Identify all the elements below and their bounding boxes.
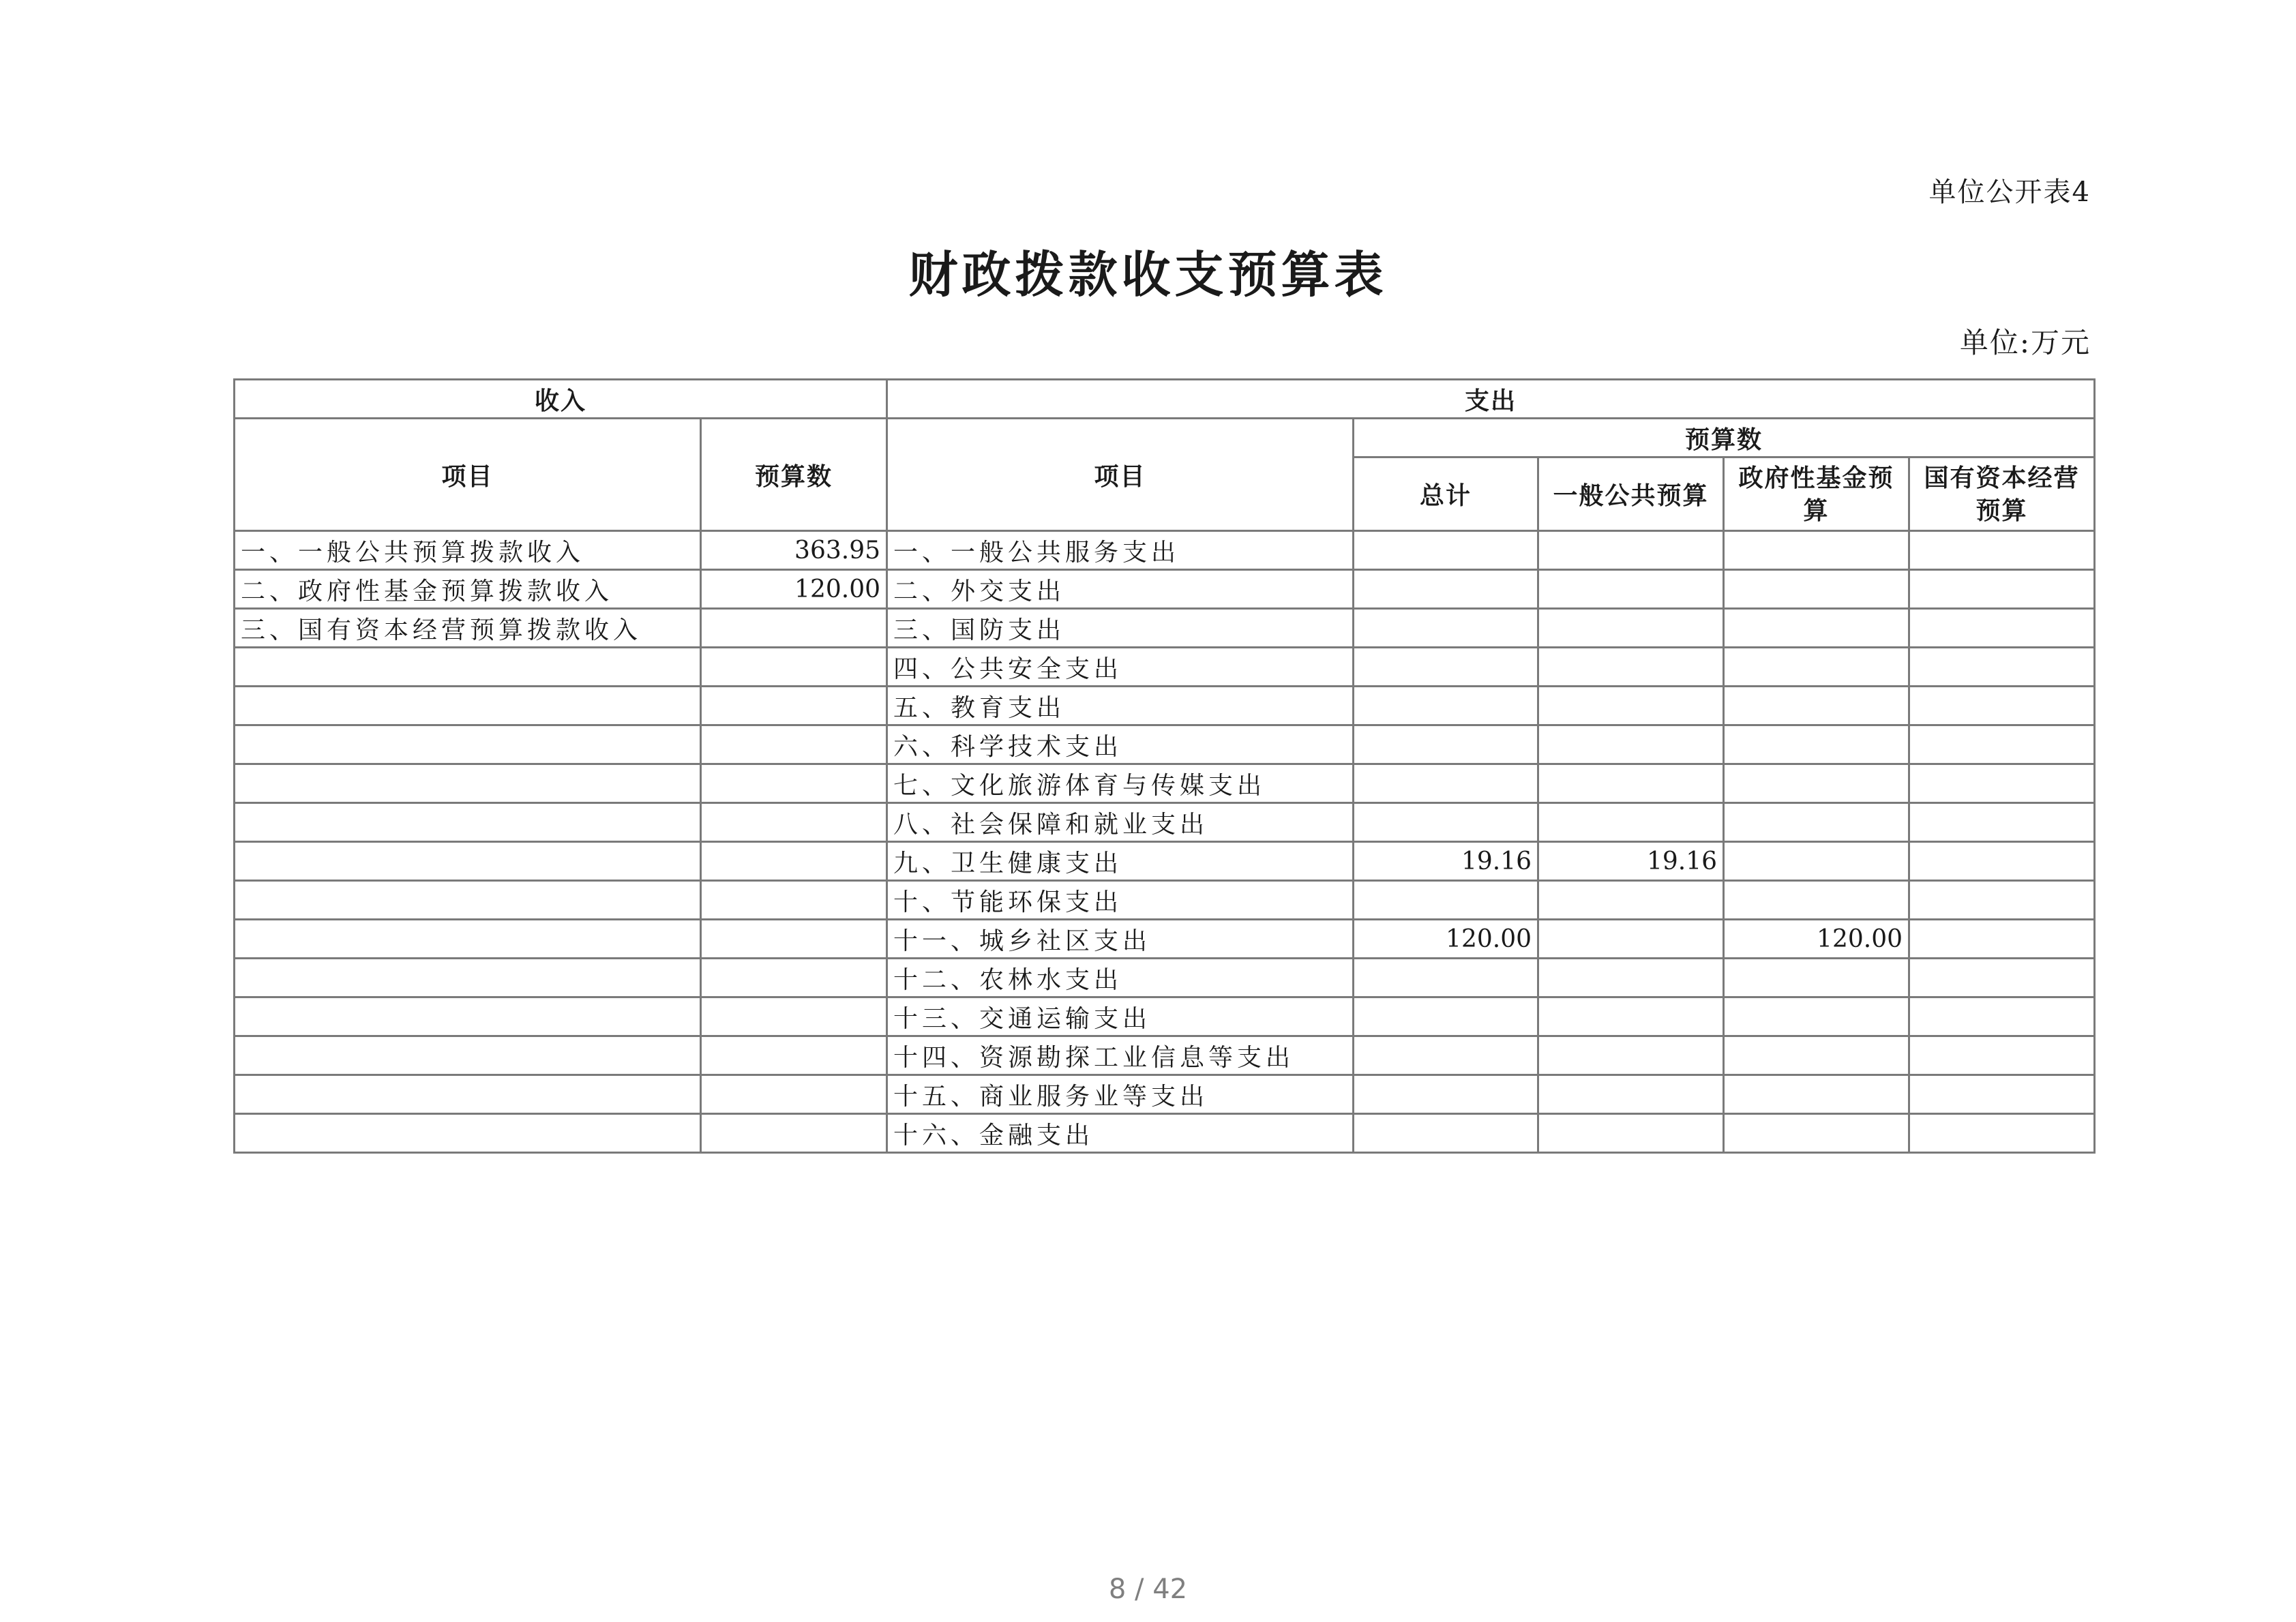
income-item-header: 项目 — [235, 419, 701, 531]
total-cell — [1354, 803, 1538, 842]
state-capital-cell — [1909, 920, 2095, 959]
gov-fund-cell — [1724, 842, 1909, 881]
state-capital-cell — [1909, 764, 2095, 803]
income-item-cell: 一、一般公共预算拨款收入 — [235, 531, 701, 570]
table-row — [235, 687, 2095, 725]
expense-item-cell: 十二、农林水支出 — [887, 959, 1354, 997]
expense-item-cell: 三、国防支出 — [887, 609, 1354, 648]
general-public-cell — [1538, 920, 1724, 959]
expense-item-cell: 十一、城乡社区支出 — [887, 920, 1354, 959]
income-budget-cell — [701, 609, 887, 648]
total-cell — [1354, 648, 1538, 687]
income-budget-cell — [701, 764, 887, 803]
total-cell — [1354, 1114, 1538, 1153]
income-budget-cell — [701, 959, 887, 997]
state-capital-cell — [1909, 1075, 2095, 1114]
expense-item-cell: 九、卫生健康支出 — [887, 842, 1354, 881]
income-budget-cell — [701, 725, 887, 764]
table-body — [235, 531, 2095, 1153]
table-row — [235, 609, 2095, 648]
general-public-cell — [1538, 959, 1724, 997]
general-public-cell — [1538, 531, 1724, 570]
page-indicator: 8 / 42 — [1108, 1574, 1188, 1605]
total-cell — [1354, 725, 1538, 764]
table-row — [235, 842, 2095, 881]
gov-fund-cell — [1724, 687, 1909, 725]
expense-budget-header: 预算数 — [1354, 419, 2095, 457]
income-item-cell — [235, 1075, 701, 1114]
table-row — [235, 570, 2095, 609]
expense-item-cell: 一、一般公共服务支出 — [887, 531, 1354, 570]
gov-fund-cell — [1724, 881, 1909, 920]
income-item-cell: 三、国有资本经营预算拨款收入 — [235, 609, 701, 648]
income-budget-cell: 363.95 — [701, 531, 887, 570]
total-cell — [1354, 531, 1538, 570]
general-public-cell — [1538, 881, 1724, 920]
state-capital-cell — [1909, 725, 2095, 764]
expense-item-cell: 十三、交通运输支出 — [887, 997, 1354, 1036]
total-cell — [1354, 570, 1538, 609]
state-capital-cell — [1909, 803, 2095, 842]
state-capital-cell — [1909, 687, 2095, 725]
total-cell — [1354, 1036, 1538, 1075]
state-capital-cell — [1909, 531, 2095, 570]
table-row — [235, 725, 2095, 764]
table-row — [235, 997, 2095, 1036]
income-item-cell — [235, 842, 701, 881]
income-budget-cell — [701, 1075, 887, 1114]
expense-item-cell: 六、科学技术支出 — [887, 725, 1354, 764]
total-cell — [1354, 997, 1538, 1036]
expense-item-cell: 七、文化旅游体育与传媒支出 — [887, 764, 1354, 803]
header-row-1 — [235, 380, 2095, 419]
gov-fund-cell — [1724, 1075, 1909, 1114]
expense-item-cell: 十四、资源勘探工业信息等支出 — [887, 1036, 1354, 1075]
general-public-cell — [1538, 725, 1724, 764]
total-cell — [1354, 609, 1538, 648]
gov-fund-cell — [1724, 531, 1909, 570]
income-item-cell — [235, 764, 701, 803]
page-title: 财政拨款收支预算表 — [908, 245, 1388, 303]
expense-item-cell: 五、教育支出 — [887, 687, 1354, 725]
total-header: 总计 — [1354, 457, 1538, 531]
budget-table — [233, 378, 2096, 1154]
gov-fund-cell — [1724, 959, 1909, 997]
table-row — [235, 764, 2095, 803]
table-row — [235, 531, 2095, 570]
expense-item-cell: 十五、商业服务业等支出 — [887, 1075, 1354, 1114]
total-cell — [1354, 764, 1538, 803]
expense-item-cell: 八、社会保障和就业支出 — [887, 803, 1354, 842]
gov-fund-cell — [1724, 997, 1909, 1036]
state-capital-cell — [1909, 997, 2095, 1036]
header-row-2 — [235, 419, 2095, 457]
general-public-cell — [1538, 1036, 1724, 1075]
state-capital-cell — [1909, 1036, 2095, 1075]
income-item-cell — [235, 881, 701, 920]
gov-fund-cell — [1724, 648, 1909, 687]
income-budget-cell — [701, 803, 887, 842]
gov-fund-header: 政府性基金预算 — [1724, 457, 1909, 531]
table-row — [235, 1036, 2095, 1075]
general-public-cell — [1538, 997, 1724, 1036]
income-header: 收入 — [235, 380, 887, 419]
state-capital-cell — [1909, 959, 2095, 997]
state-capital-header: 国有资本经营预算 — [1909, 457, 2095, 531]
income-item-cell: 二、政府性基金预算拨款收入 — [235, 570, 701, 609]
expense-item-cell: 二、外交支出 — [887, 570, 1354, 609]
state-capital-cell — [1909, 648, 2095, 687]
income-budget-cell — [701, 881, 887, 920]
income-budget-header: 预算数 — [701, 419, 887, 531]
income-item-cell — [235, 920, 701, 959]
income-budget-cell — [701, 1036, 887, 1075]
table-row — [235, 959, 2095, 997]
general-public-cell — [1538, 1075, 1724, 1114]
form-code: 单位公开表4 — [1928, 177, 2091, 208]
general-public-cell — [1538, 803, 1724, 842]
gov-fund-cell — [1724, 764, 1909, 803]
state-capital-cell — [1909, 609, 2095, 648]
total-cell: 19.16 — [1354, 842, 1538, 881]
state-capital-cell — [1909, 570, 2095, 609]
income-budget-cell: 120.00 — [701, 570, 887, 609]
general-public-cell — [1538, 1114, 1724, 1153]
income-budget-cell — [701, 842, 887, 881]
expense-item-cell: 十六、金融支出 — [887, 1114, 1354, 1153]
general-public-cell — [1538, 570, 1724, 609]
table-row — [235, 648, 2095, 687]
unit-label: 单位:万元 — [1959, 326, 2091, 359]
general-public-header: 一般公共预算 — [1538, 457, 1724, 531]
income-budget-cell — [701, 687, 887, 725]
income-item-cell — [235, 687, 701, 725]
expense-item-cell: 十、节能环保支出 — [887, 881, 1354, 920]
total-cell — [1354, 959, 1538, 997]
income-budget-cell — [701, 1114, 887, 1153]
expense-header: 支出 — [887, 380, 2095, 419]
table-row — [235, 920, 2095, 959]
gov-fund-cell — [1724, 609, 1909, 648]
total-cell — [1354, 687, 1538, 725]
expense-item-cell: 四、公共安全支出 — [887, 648, 1354, 687]
income-item-cell — [235, 648, 701, 687]
state-capital-cell — [1909, 881, 2095, 920]
table-row — [235, 1114, 2095, 1153]
income-item-cell — [235, 1114, 701, 1153]
expense-item-header: 项目 — [887, 419, 1354, 531]
gov-fund-cell — [1724, 1036, 1909, 1075]
income-item-cell — [235, 1036, 701, 1075]
income-item-cell — [235, 803, 701, 842]
table-row — [235, 881, 2095, 920]
total-cell — [1354, 1075, 1538, 1114]
income-budget-cell — [701, 648, 887, 687]
gov-fund-cell — [1724, 1114, 1909, 1153]
income-budget-cell — [701, 920, 887, 959]
gov-fund-cell — [1724, 725, 1909, 764]
income-item-cell — [235, 959, 701, 997]
total-cell: 120.00 — [1354, 920, 1538, 959]
general-public-cell — [1538, 648, 1724, 687]
income-item-cell — [235, 725, 701, 764]
table-row — [235, 803, 2095, 842]
general-public-cell — [1538, 764, 1724, 803]
gov-fund-cell: 120.00 — [1724, 920, 1909, 959]
income-budget-cell — [701, 997, 887, 1036]
income-item-cell — [235, 997, 701, 1036]
general-public-cell — [1538, 609, 1724, 648]
gov-fund-cell — [1724, 803, 1909, 842]
general-public-cell: 19.16 — [1538, 842, 1724, 881]
gov-fund-cell — [1724, 570, 1909, 609]
total-cell — [1354, 881, 1538, 920]
state-capital-cell — [1909, 1114, 2095, 1153]
table-row — [235, 1075, 2095, 1114]
state-capital-cell — [1909, 842, 2095, 881]
general-public-cell — [1538, 687, 1724, 725]
